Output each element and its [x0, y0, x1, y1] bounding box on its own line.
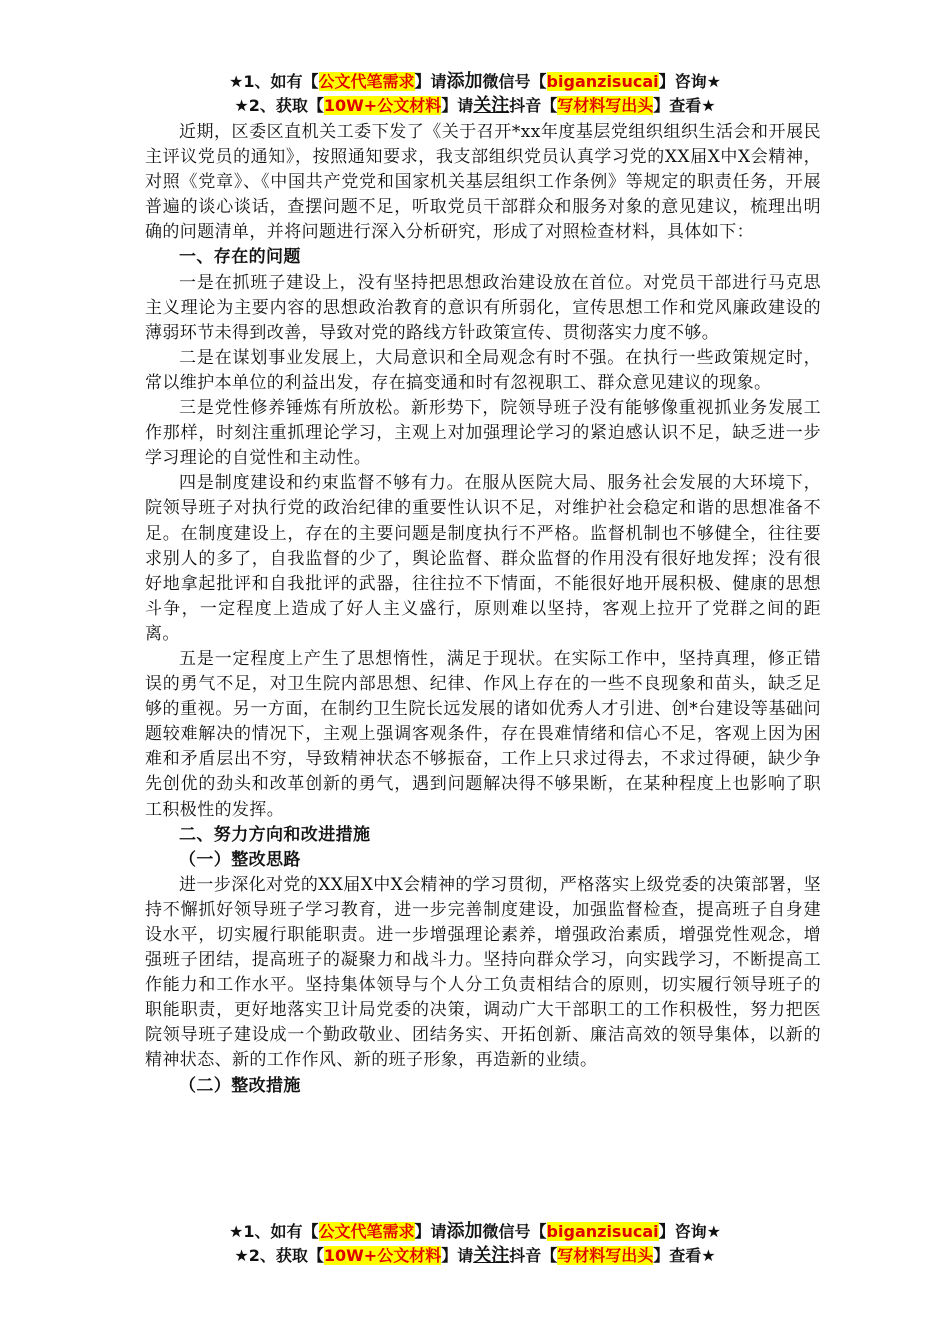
promo-text: 抖音【: [509, 1246, 558, 1265]
promo-text: 】查看★: [653, 96, 716, 115]
promo-text: 微信号【: [482, 1222, 547, 1241]
promo-text: 微信号【: [482, 72, 547, 91]
promo-text: 】咨询★: [658, 1222, 721, 1241]
paragraph: 二是在谋划事业发展上，大局意识和全局观念有时不强。在执行一些政策规定时，常以维护本单位的利益出发，存在搞变通和时有忽视职工、群众意见建议的现象。: [145, 347, 821, 393]
promo-line-wechat: [0, 70, 950, 94]
wechat-id: biganzisucai: [546, 1222, 659, 1241]
wechat-id: biganzisucai: [546, 72, 659, 91]
promo-line-douyin: [0, 94, 950, 118]
subsection-heading: （一）整改思路: [179, 849, 301, 870]
promo-emphasis: 关注: [473, 1245, 510, 1266]
promo-highlight: 10W+公文材料: [323, 1246, 442, 1265]
promo-text: 】请: [414, 1222, 447, 1241]
promo-highlight: 公文代笔需求: [318, 1222, 415, 1241]
section-heading: 一、存在的问题: [179, 247, 301, 268]
douyin-account: 写材料写出头: [557, 1246, 654, 1265]
promo-text: ★2、获取【: [234, 1246, 324, 1265]
douyin-account: 写材料写出头: [557, 96, 654, 115]
promo-text: 】请: [441, 1246, 474, 1265]
promo-line-douyin-footer: [0, 1244, 950, 1268]
promo-text: ★1、如有【: [229, 72, 319, 91]
promo-text: 】查看★: [653, 1246, 716, 1265]
promo-text: 抖音【: [509, 96, 558, 115]
promo-emphasis: 关注: [473, 95, 510, 116]
paragraph: 五是一定程度上产生了思想惰性，满足于现状。在实际工作中，坚持真理，修正错误的勇气不足，对卫生院内部思想、纪律、作风上存在的一些不良现象和苗头，缺乏足够的重视。另一方面，在制约卫生院长远发展的诸如优秀人才引进、创*台建设等基础问题较难解决的情况下，主观上强调客观条件，存在畏难情绪和信心不足，客观上因为困难和矛盾层出不穷，导致精神状态不够振奋，工作上只求过得去，不求过得硬，缺少争先创优的劲头和改革创新的勇气，遇到问题解决得不够果断，在某种程度上也影响了职工积极性的发挥。: [145, 648, 821, 820]
promo-highlight: 公文代笔需求: [318, 72, 415, 91]
promo-emphasis: 添加: [446, 71, 483, 92]
paragraph: 一是在抓班子建设上，没有坚持把思想政治建设放在首位。对党员干部进行马克思主义理论为主要内容的思想政治教育的意识有所弱化，宣传思想工作和党风廉政建设的薄弱环节未得到改善，导致对党的路线方针政策宣传、贯彻落实力度不够。: [145, 272, 821, 343]
promo-line-wechat-footer: [0, 1220, 950, 1244]
paragraph: 三是党性修养锤炼有所放松。新形势下，院领导班子没有能够像重视抓业务发展工作那样，时刻注重抓理论学习，主观上对加强理论学习的紧迫感认识不足，缺乏进一步学习理论的自觉性和主动性。: [145, 398, 821, 469]
subsection-heading: （二）整改措施: [179, 1075, 301, 1096]
document-body: [145, 120, 821, 1099]
promo-text: 】请: [414, 72, 447, 91]
promo-emphasis: 添加: [446, 1221, 483, 1242]
promo-text: ★2、获取【: [234, 96, 324, 115]
promo-text: ★1、如有【: [229, 1222, 319, 1241]
paragraph: 四是制度建设和约束监督不够有力。在服从医院大局、服务社会发展的大环境下，院领导班子对执行党的政治纪律的重要性认识不足，对维护社会稳定和谐的思想准备不足。在制度建设上，存在的主要问题是制度执行不严格。监督机制也不够健全，往往要求别人的多了，自我监督的少了，舆论监督、群众监督的作用没有很好地发挥；没有很好地拿起批评和自我批评的武器，往往拉不下情面，不能很好地开展积极、健康的思想斗争，一定程度上造成了好人主义盛行，原则难以坚持，客观上拉开了党群之间的距离。: [145, 473, 821, 644]
promo-highlight: 10W+公文材料: [323, 96, 442, 115]
intro-paragraph: 近期，区委区直机关工委下发了《关于召开*xx年度基层党组织组织生活会和开展民主评议党员的通知》，按照通知要求，我支部组织党员认真学习党的XX届X中X会精神，对照《党章》、《中国共产党党和国家机关基层组织工作条例》等规定的职责任务，开展普遍的谈心谈话，查摆问题不足，听取党员干部群众和服务对象的意见建议，梳理出明确的问题清单，并将问题进行深入分析研究，形成了对照检查材料，具体如下：: [145, 122, 821, 243]
promo-text: 】咨询★: [658, 72, 721, 91]
promo-text: 】请: [441, 96, 474, 115]
section-heading: 二、努力方向和改进措施: [179, 824, 371, 845]
paragraph: 进一步深化对党的XX届X中X会精神的学习贯彻，严格落实上级党委的决策部署，坚持不懈抓好领导班子学习教育，进一步完善制度建设，加强监督检查，提高班子自身建设水平，切实履行职能职责。进一步增强理论素养，增强政治素质，增强党性观念，增强班子团结，提高班子的凝聚力和战斗力。坚持向群众学习，向实践学习，不断提高工作能力和工作水平。坚持集体领导与个人分工负责相结合的原则，切实履行领导班子的职能职责，更好地落实卫计局党委的决策，调动广大干部职工的工作积极性，努力把医院领导班子建设成一个勤政敬业、团结务实、开拓创新、廉洁高效的领导集体，以新的精神状态、新的工作作风、新的班子形象，再造新的业绩。: [145, 874, 821, 1071]
